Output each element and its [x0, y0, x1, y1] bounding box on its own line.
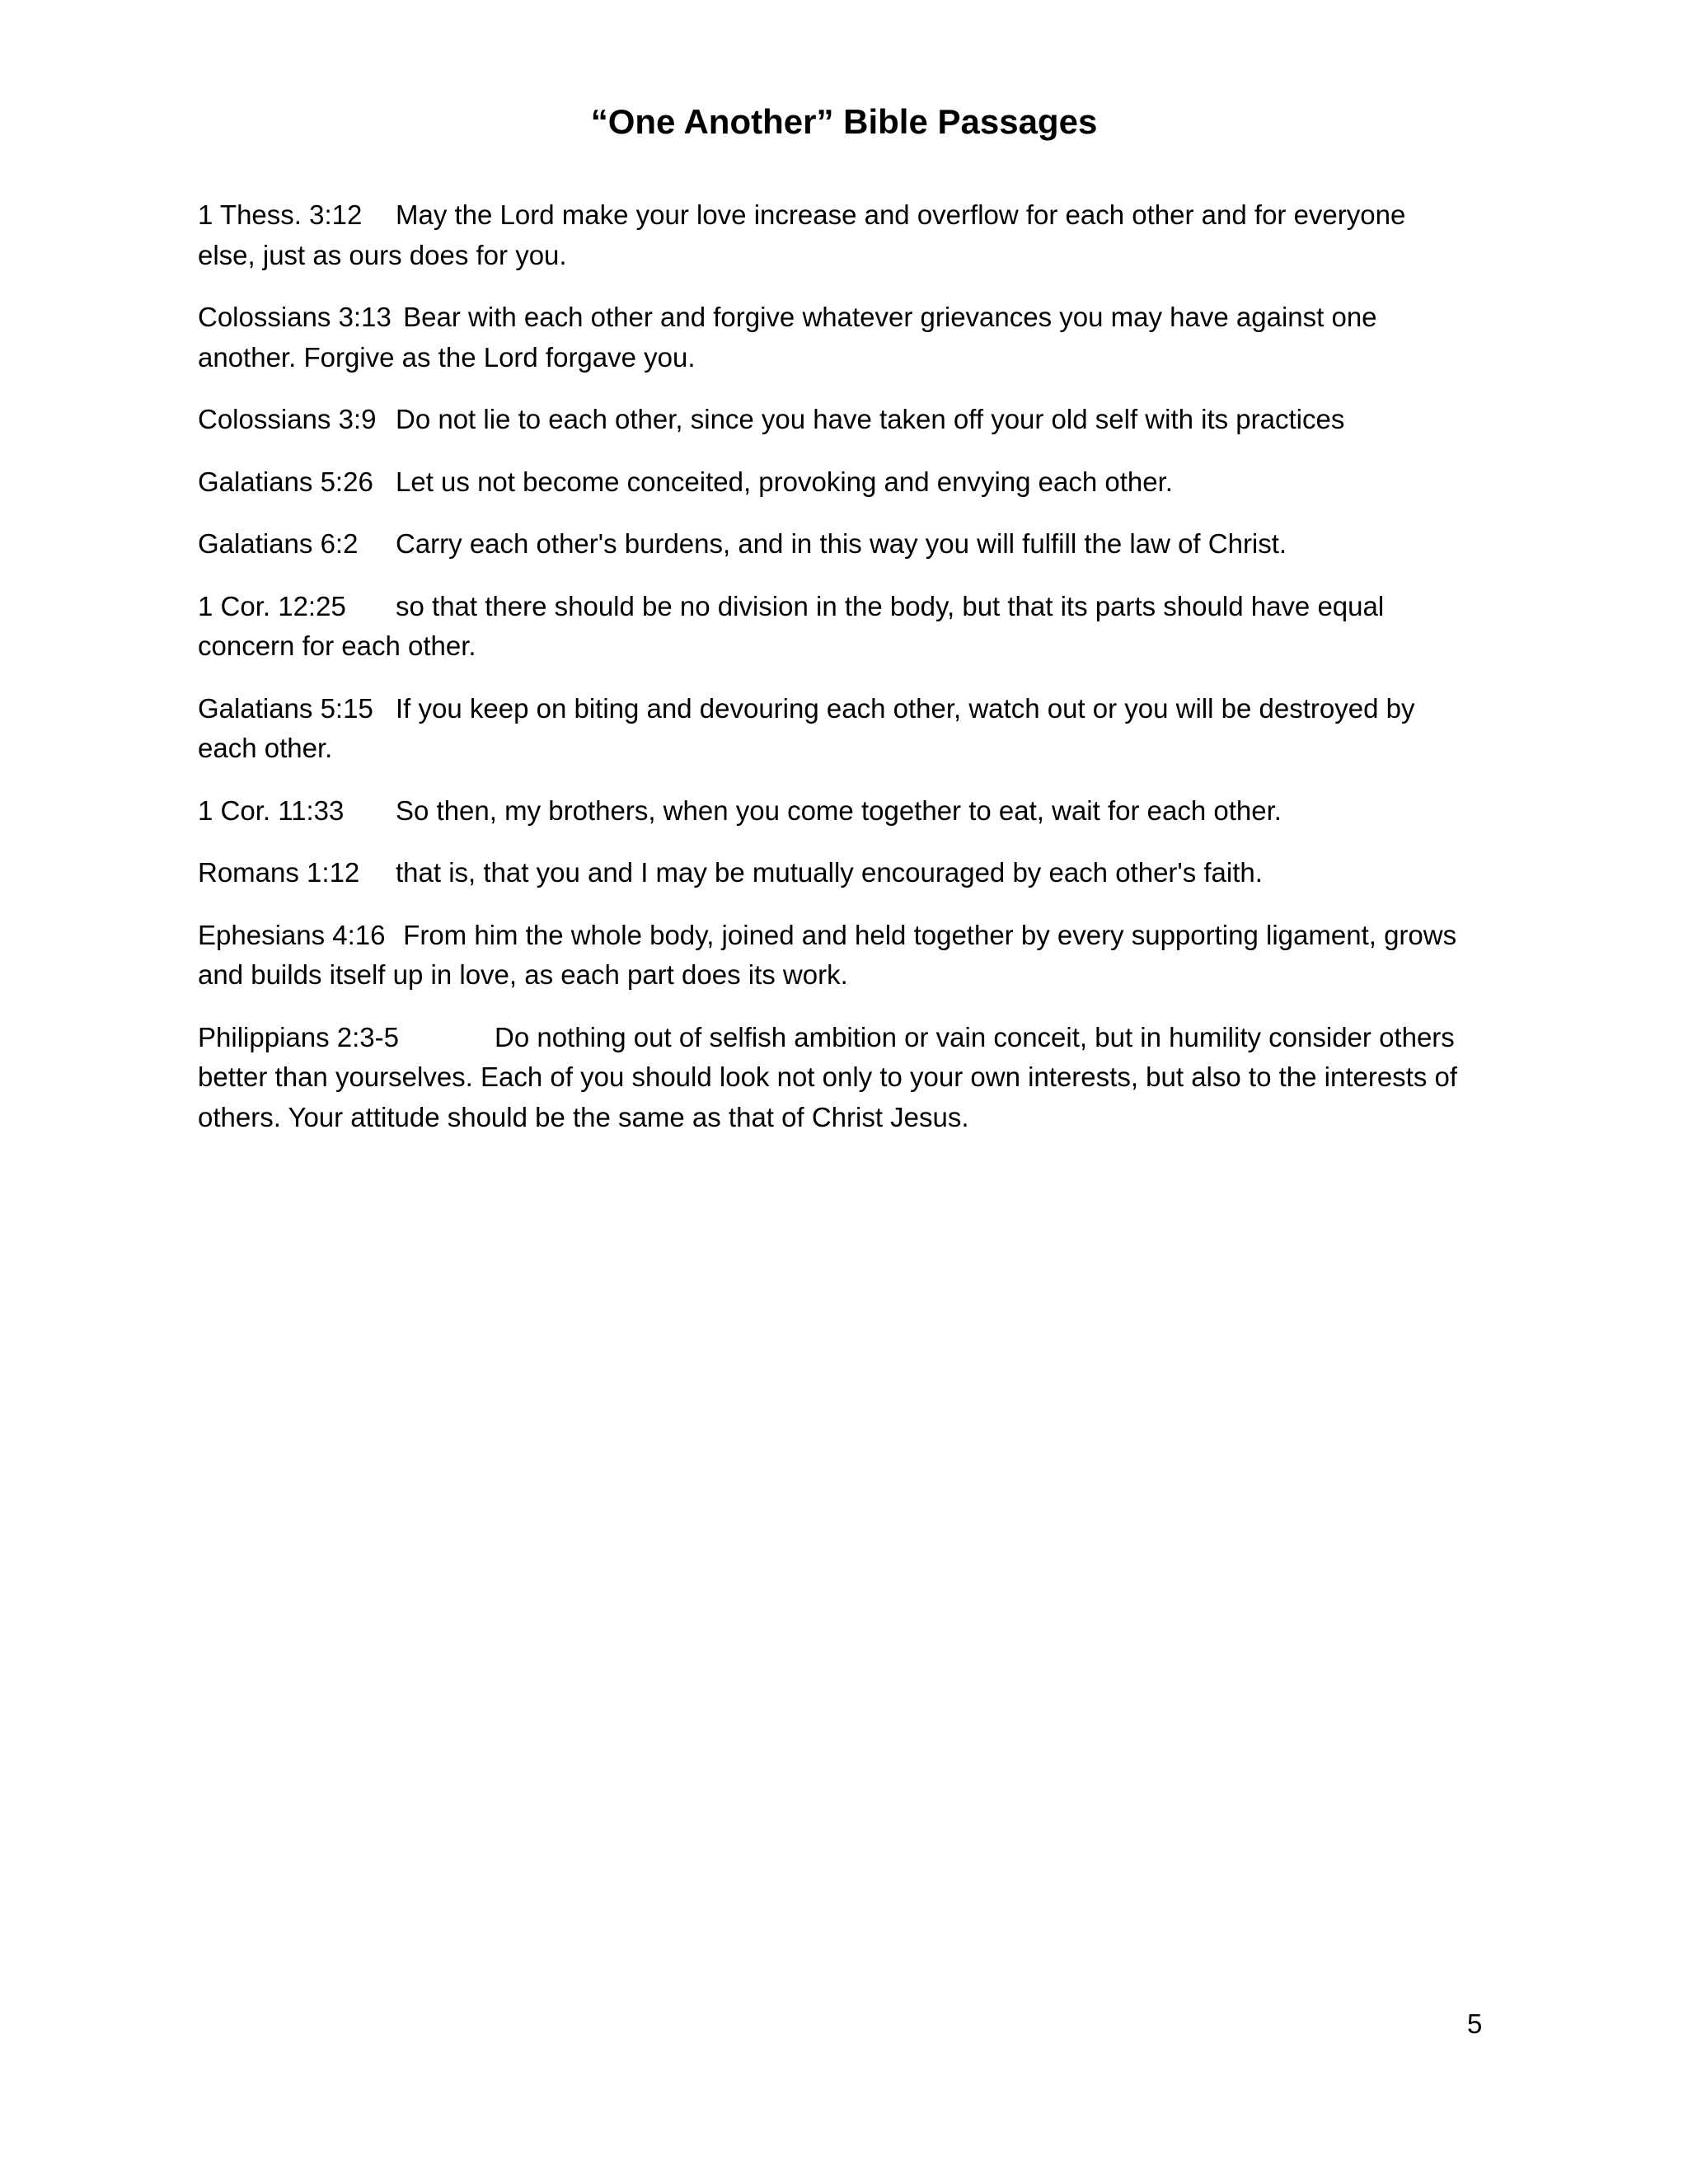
passage-item: [198, 916, 1467, 996]
passage-item: [198, 689, 1467, 769]
passage-item: [198, 462, 1467, 503]
passage-item: [198, 298, 1467, 377]
passage-text: So then, my brothers, when you come together to eat, wait for each other.: [396, 794, 1282, 826]
passage-reference: 1 Thess. 3:12: [198, 199, 363, 230]
passage-item: [198, 400, 1467, 440]
passage-reference: 1 Cor. 11:33: [198, 794, 345, 826]
page-title: “One Another” Bible Passages: [590, 102, 1098, 141]
passage-reference: Ephesians 4:16: [198, 919, 386, 950]
passage-reference: Romans 1:12: [198, 857, 360, 888]
passage-reference: Galatians 6:2: [198, 528, 359, 559]
passage-item: [198, 195, 1467, 275]
passage-reference: Galatians 5:15: [198, 692, 373, 724]
passage-text: May the Lord make your love increase and overflow for each other and for everyone else, just as ours does for you.: [198, 199, 1406, 270]
page-number: 5: [1467, 2008, 1483, 2039]
passage-item: [198, 853, 1467, 893]
passage-reference: Colossians 3:9: [198, 404, 377, 434]
passage-text: Carry each other's burdens, and in this way you will fulfill the law of Christ.: [396, 528, 1287, 559]
passage-text: From him the whole body, joined and held together by every supporting ligament, grows and builds itself up in love, as each part does its work.: [198, 919, 1457, 990]
passage-reference: Colossians 3:13: [198, 302, 392, 332]
passage-text: so that there should be no division in the body, but that its parts should have equal concern for each other.: [198, 590, 1385, 661]
passage-text: that is, that you and I may be mutually encouraged by each other's faith.: [396, 857, 1263, 888]
passage-list: [198, 195, 1467, 1160]
passage-reference: 1 Cor. 12:25: [198, 590, 346, 621]
passage-item: [198, 524, 1467, 565]
passage-item: [198, 587, 1467, 667]
passage-text: Do not lie to each other, since you have taken off your old self with its practices: [396, 404, 1345, 434]
passage-item: [198, 1018, 1467, 1138]
passage-text: Bear with each other and forgive whatever grievances you may have against one another. Forgive as the Lord forgave you.: [198, 302, 1377, 373]
passage-reference: Philippians 2:3-5: [198, 1021, 399, 1052]
passage-text: If you keep on biting and devouring each other, watch out or you will be destroyed by each other.: [198, 692, 1415, 763]
passage-text: Let us not become conceited, provoking and envying each other.: [396, 466, 1173, 497]
passage-text: Do nothing out of selfish ambition or vain conceit, but in humility consider others better than yourselves. Each of you should look not only to your own interests, but also to the interests of others. Your attitude should be the same as that of Christ Jesus.: [198, 1021, 1458, 1132]
passage-item: [198, 791, 1467, 832]
passage-reference: Galatians 5:26: [198, 466, 373, 497]
